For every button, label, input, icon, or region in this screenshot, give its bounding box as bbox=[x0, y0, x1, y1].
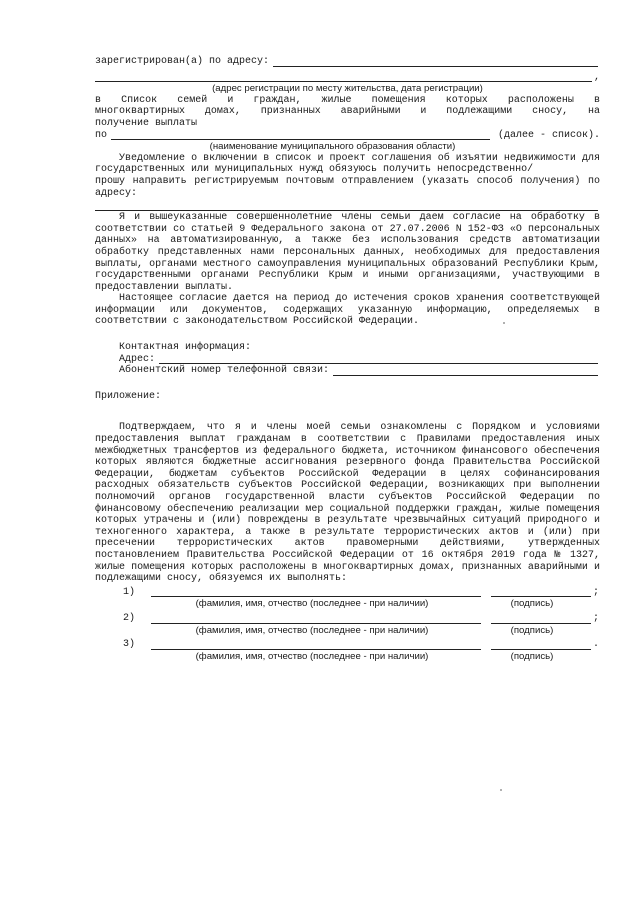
registration-address-line-2 bbox=[95, 72, 600, 84]
list-line-1: в Список семей и граждан, жилые помещения которых расположены в bbox=[95, 94, 600, 106]
registration-address-caption: (адрес регистрации по месту жительства, дата регистрации) bbox=[212, 83, 483, 95]
attachment-label: Приложение: bbox=[95, 390, 162, 402]
signature-fio-blank[interactable] bbox=[151, 640, 481, 650]
registration-address-line bbox=[95, 56, 600, 68]
list-line-3: получение выплаты bbox=[95, 117, 198, 129]
contacts-phone-label: Абонентский номер телефонной связи: bbox=[119, 365, 330, 377]
signature-fio-caption: (фамилия, имя, отчество (последнее - при наличии) bbox=[195, 598, 429, 610]
signature-number: 3) bbox=[123, 639, 136, 651]
notification-address-line bbox=[95, 201, 600, 212]
municipality-line bbox=[95, 130, 600, 142]
signature-end-mark: ; bbox=[593, 612, 600, 624]
signature-sign-caption: (подпись) bbox=[510, 624, 554, 636]
notification-send-text: прошу направить регистрируемым почтовым отправлением (указать способ получения) по адресу: bbox=[95, 175, 600, 199]
scan-speck bbox=[500, 789, 502, 791]
signature-sign-caption: (подпись) bbox=[510, 598, 554, 610]
signature-sign-blank[interactable] bbox=[491, 640, 591, 650]
signature-sign-blank[interactable] bbox=[491, 614, 591, 624]
signature-number: 1) bbox=[123, 586, 136, 598]
signature-fio-caption: (фамилия, имя, отчество (последнее - при наличии) bbox=[195, 650, 429, 662]
signature-row bbox=[123, 587, 600, 599]
signature-sign-caption: (подпись) bbox=[510, 650, 554, 662]
contacts-phone-line bbox=[119, 365, 600, 377]
contacts-phone-blank[interactable] bbox=[333, 366, 598, 376]
signature-end-mark: ; bbox=[593, 586, 600, 598]
signature-caption-row bbox=[147, 598, 600, 610]
signature-list bbox=[95, 587, 600, 663]
form-page bbox=[95, 56, 600, 662]
notification-text: Уведомление о включении в список и проект соглашения об изъятии недвижимости для государственных или муниципальных нужд обязуюсь получить непосредственно/ bbox=[95, 152, 600, 176]
trailing-comma: , bbox=[593, 71, 600, 83]
municipality-caption: (наименование муниципального образования области) bbox=[209, 141, 456, 153]
signature-fio-blank[interactable] bbox=[151, 587, 481, 597]
contacts-address-line bbox=[119, 354, 600, 366]
contacts-title: Контактная информация: bbox=[119, 342, 252, 354]
signature-fio-caption: (фамилия, имя, отчество (последнее - при наличии) bbox=[195, 624, 429, 636]
signature-caption-row bbox=[147, 651, 600, 663]
notification-address-blank[interactable] bbox=[95, 201, 598, 211]
signature-sign-blank[interactable] bbox=[491, 587, 591, 597]
signature-fio-blank[interactable] bbox=[151, 614, 481, 624]
contacts-address-label: Адрес: bbox=[119, 353, 156, 365]
consent-paragraph: Я и вышеуказанные совершеннолетние члены семьи даем согласие на обработку в соответствии со статьей 9 Федерального закона от 27.07.2006 N 152-ФЗ «О персональных данных» на автоматизированную, а также без использования средств автоматизации обработку представленных нами персональных данных, необходимых для предоставления выплаты, органами местного самоуправления муниципальных образований Республики Крым, государственными органами Республики Крым и иными организациями, участвующими в предоставлении выплаты. bbox=[95, 212, 600, 293]
scan-speck bbox=[503, 322, 505, 324]
signature-row bbox=[123, 613, 600, 625]
po-label: по bbox=[95, 129, 108, 141]
confirmation-text: Подтверждаем, что я и члены моей семьи ознакомлены с Порядком и условиями предоставления выплат гражданам в соответствии с Правилами предоставления иных межбюджетных трансфертов из федерального бюджета, источником финансового обеспечения которых являются бюджетные ассигнования резервного фонда Правительства Российской Федерации, бюджетам субъектов Российской Федерации в целях софинансирования расходных обязательств субъектов Российской Федерации, возникающих при выполнении полномочий органов государственной власти субъектов Российской Федерации по финансовому обеспечению реализации мер социальной поддержки граждан, жилые помещения которых утрачены и (или) повреждены в результате чрезвычайных ситуаций природного и техногенного характера, а также в результате террористических актов и (или) при пресечении террористических актов правомерными действиями, утвержденных постановлением Правительства Российской Федерации от 16 октября 2019 года № 1327, жилые помещения которых расположены в многоквартирных домах, признанных аварийными и подлежащими сносу, обязуемся их выполнять: bbox=[95, 422, 600, 585]
consent-period: Настоящее согласие дается на период до истечения сроков хранения соответствующей информации или документов, содержащих указанную информацию, определяемых в соответствии с законодательством Российской Федерации. bbox=[95, 293, 600, 328]
registration-address-label: зарегистрирован(а) по адресу: bbox=[95, 56, 270, 67]
signature-number: 2) bbox=[123, 612, 136, 624]
registration-address-blank-2[interactable] bbox=[95, 72, 592, 82]
contacts-address-blank[interactable] bbox=[159, 354, 598, 364]
registration-address-blank[interactable] bbox=[273, 57, 598, 67]
municipality-blank[interactable] bbox=[111, 130, 490, 140]
signature-end-mark: . bbox=[593, 639, 600, 651]
list-line-2: многоквартирных домах, признанных аварийными и подлежащими сносу, на bbox=[95, 106, 600, 118]
signature-row bbox=[123, 639, 600, 651]
signature-caption-row bbox=[147, 625, 600, 637]
list-after-blank: (далее - список). bbox=[497, 129, 600, 141]
